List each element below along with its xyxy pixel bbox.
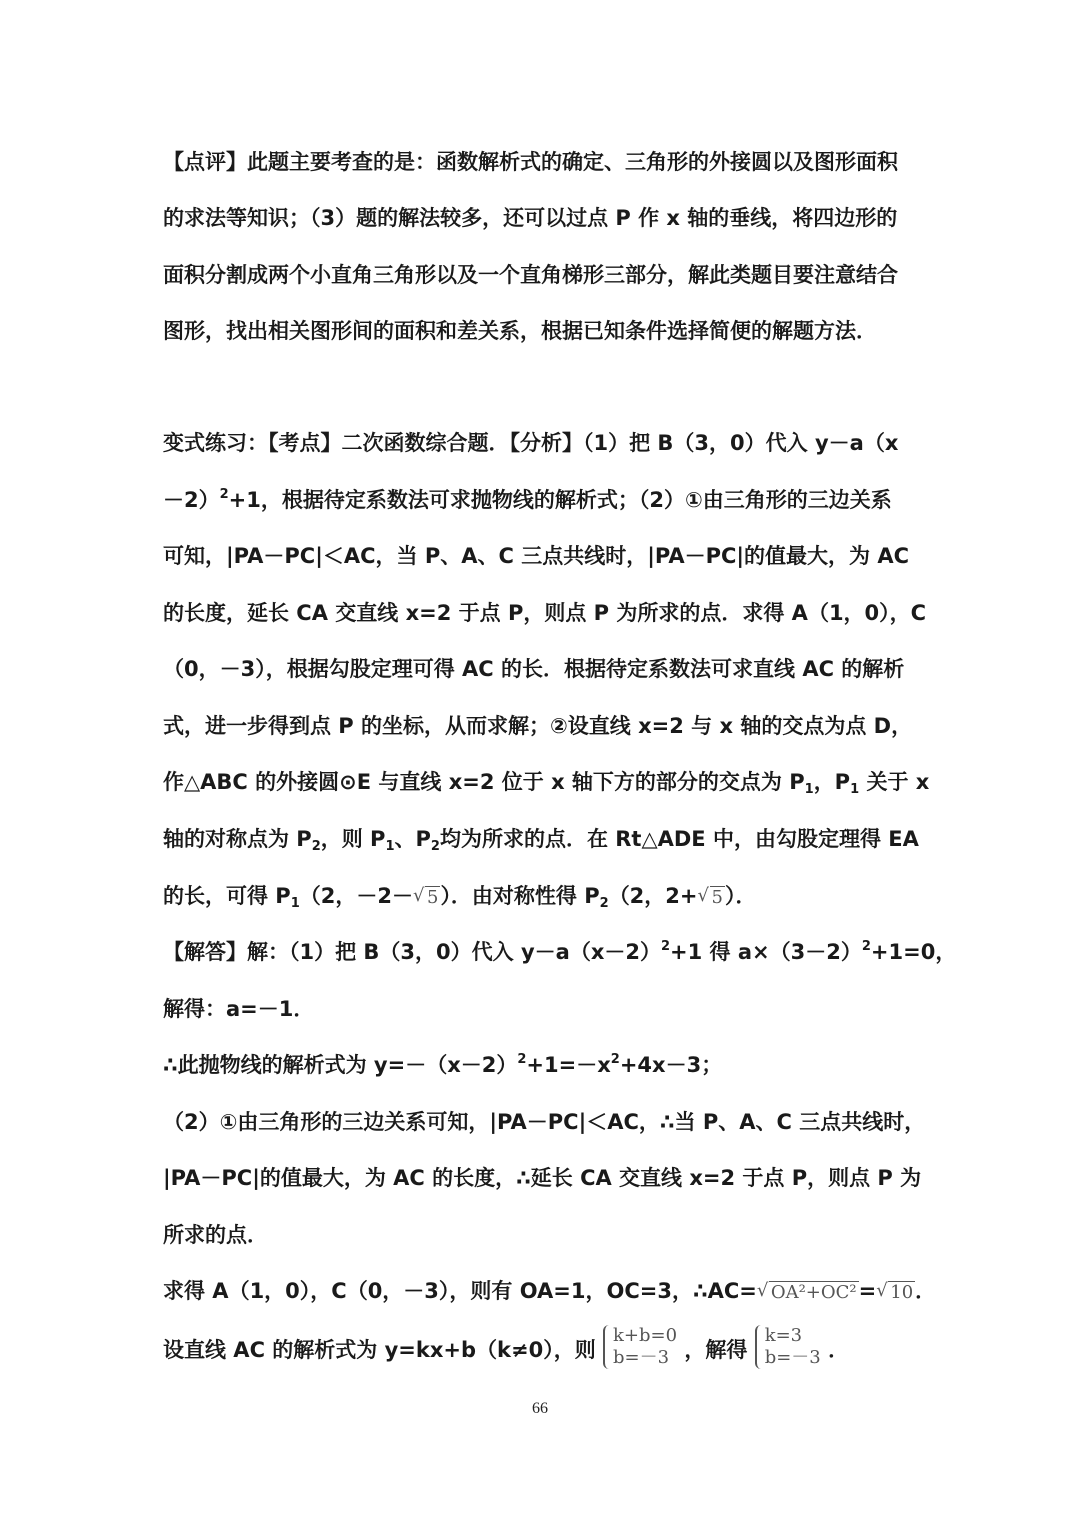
equation-system (603, 1325, 677, 1369)
text-span: +1=0， (870, 940, 957, 964)
comment-line: 面积分割成两个小直角三角形以及一个直角梯形三部分，解此类题目要注意结合 (163, 263, 898, 287)
text-span: 轴的对称点为 P (163, 827, 312, 851)
superscript: 2 (219, 487, 229, 502)
analysis-line: （0，－3），根据勾股定理可得 AC 的长．根据待定系数法可求直线 AC 的解析 (163, 657, 905, 681)
solution-line: 解得：a=－1． (163, 997, 315, 1021)
brace (755, 1325, 765, 1369)
text-span: ． (915, 1279, 937, 1303)
subscript: 1 (850, 782, 860, 797)
text-span: ，则 P (320, 827, 386, 851)
superscript: 2 (861, 939, 871, 954)
sqrt-radicand: OA²+OC² (770, 1282, 857, 1303)
superscript: 2 (660, 939, 671, 954)
text-span: 关于 x (859, 770, 930, 794)
solution-line: 所求的点． (163, 1223, 268, 1247)
analysis-line (163, 881, 923, 913)
analysis-line (163, 485, 923, 515)
solution-line (163, 937, 957, 967)
solution-line: |PA－PC|的值最大，为 AC 的长度，∴延长 CA 交直线 x=2 于点 P，则点 P 为 (163, 1166, 922, 1190)
text-span: +1 得 a×（3－2） (670, 940, 862, 964)
text-span: 求得 A（1，0），C（0，－3），则有 OA=1，OC=3，∴AC= (163, 1279, 757, 1303)
sqrt-expression: √ 5 (697, 885, 723, 908)
solution-line (163, 1325, 923, 1369)
sqrt-expression: √ 5 (412, 885, 439, 908)
text-span: +1，根据待定系数法可求抛物线的解析式；（2）①由三角形的三边关系 (228, 488, 892, 512)
text-span: ）．由对称性得 P (440, 884, 600, 908)
text-span: 【解答】解：（1）把 B（3，0）代入 y－a（x－2） (163, 940, 661, 964)
text-span: 作△ABC 的外接圆⊙E 与直线 x=2 位于 x 轴下方的部分的交点为 P (163, 770, 805, 794)
text-span: ∴此抛物线的解析式为 y=－（x－2） (163, 1053, 518, 1077)
solution-line (163, 1276, 937, 1308)
text-span: 、P (394, 827, 431, 851)
text-span: +1=－x (526, 1053, 611, 1077)
equation-system (755, 1325, 821, 1369)
analysis-line: 式，进一步得到点 P 的坐标，从而求解；②设直线 x=2 与 x 轴的交点为点 D， (163, 714, 913, 738)
brace (603, 1325, 613, 1369)
solution-line: （2）①由三角形的三边关系可知，|PA－PC|＜AC，∴当 P、A、C 三点共线时， (163, 1110, 926, 1134)
text-span: ，解得 (684, 1338, 748, 1362)
text-span: ，P (813, 770, 851, 794)
equation-row: k=3 (764, 1325, 803, 1346)
sqrt-radicand: 5 (426, 887, 439, 908)
text-span: +4x－3； (619, 1053, 723, 1077)
sqrt-expression: √ 10 (876, 1280, 914, 1303)
analysis-line (163, 767, 930, 797)
text-span: ． (828, 1338, 850, 1362)
sqrt-radicand: 5 (711, 887, 723, 908)
page-number: 66 (532, 1400, 548, 1417)
text-span: （2，2+ (608, 884, 698, 908)
text-span: = (858, 1279, 877, 1303)
text-span: 设直线 AC 的解析式为 y=kx+b（k≠0），则 (163, 1338, 596, 1362)
equation-row: b=－3 (613, 1347, 670, 1368)
superscript: 2 (610, 1052, 620, 1067)
subscript: 1 (385, 839, 395, 854)
analysis-line: 变式练习：【考点】二次函数综合题．【分析】（1）把 B（3，0）代入 y－a（x (163, 431, 899, 455)
text-span: －2） (163, 488, 220, 512)
solution-line (163, 1050, 923, 1080)
equation-row: b=－3 (764, 1347, 821, 1368)
superscript: 2 (517, 1052, 527, 1067)
text-span: 的长，可得 P (163, 884, 291, 908)
text-span: 均为所求的点．在 Rt△ADE 中，由勾股定理得 EA (439, 827, 919, 851)
analysis-line (163, 824, 923, 854)
analysis-line: 可知，|PA－PC|＜AC，当 P、A、C 三点共线时，|PA－PC|的值最大，为 AC (163, 544, 910, 568)
comment-line: 的求法等知识；（3）题的解法较多，还可以过点 P 作 x 轴的垂线，将四边形的 (163, 206, 898, 230)
subscript: 1 (290, 896, 300, 911)
subscript: 2 (599, 896, 609, 911)
analysis-line: 的长度，延长 CA 交直线 x=2 于点 P，则点 P 为所求的点．求得 A（1，0），C (163, 601, 927, 625)
sqrt-expression: √ OA²+OC² (756, 1280, 857, 1303)
subscript: 2 (311, 839, 321, 854)
comment-line: 【点评】此题主要考查的是：函数解析式的确定、三角形的外接圆以及图形面积 (163, 150, 898, 174)
subscript: 1 (804, 782, 814, 797)
text-span: （2，－2－ (299, 884, 413, 908)
comment-line: 图形，找出相关图形间的面积和差关系，根据已知条件选择简便的解题方法． (163, 319, 877, 343)
subscript: 2 (430, 839, 440, 854)
sqrt-radicand: 10 (890, 1282, 914, 1303)
text-span: ）． (724, 884, 757, 908)
equation-row: k+b=0 (613, 1325, 678, 1346)
